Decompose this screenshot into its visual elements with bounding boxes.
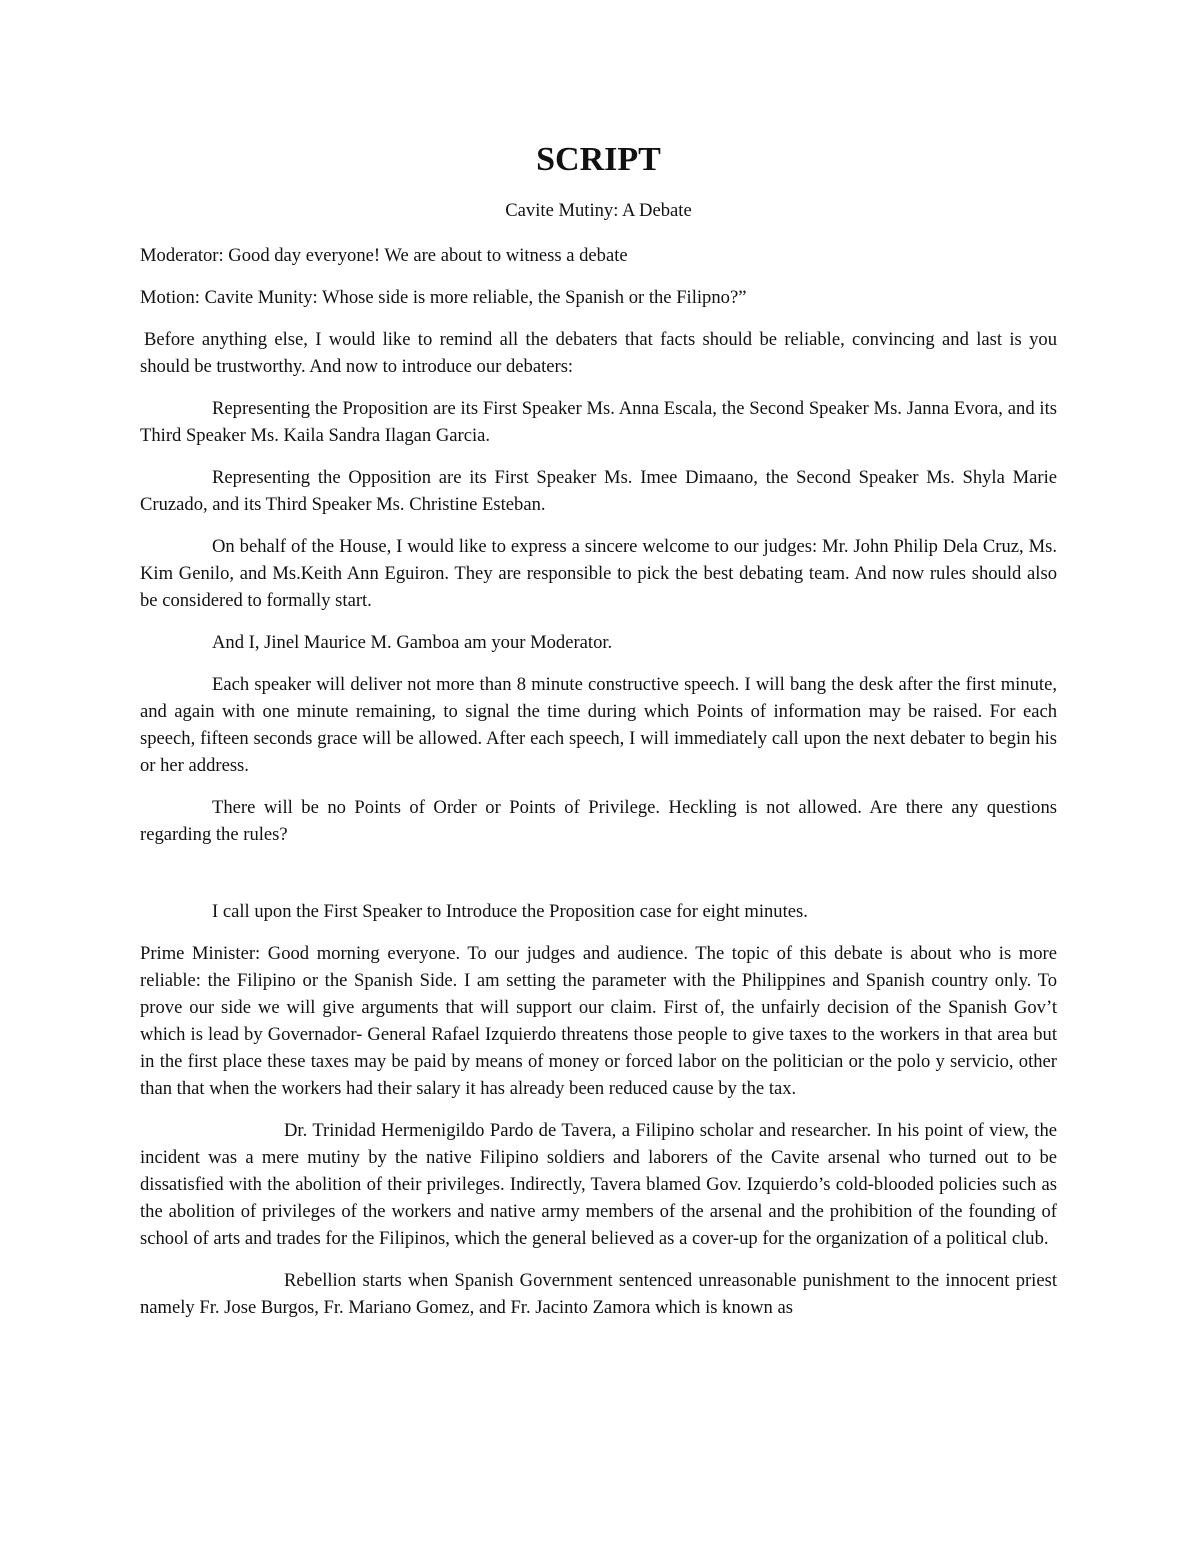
document-title: SCRIPT	[536, 141, 661, 178]
opposition-speakers: Representing the Opposition are its First Speaker Ms. Imee Dimaano, the Second Speaker Ms. Shyla Marie Cruzado, and its Third Speaker Ms. Christine Esteban.	[140, 467, 1057, 515]
order-paragraph: There will be no Points of Order or Points of Privilege. Heckling is not allowed. Are there any questions regarding the rules?	[140, 797, 1057, 845]
rebellion-paragraph: Rebellion starts when Spanish Government sentenced unreasonable punishment to the innocent priest namely Fr. Jose Burgos, Fr. Mariano Gomez, and Fr. Jacinto Zamora which is known as	[140, 1270, 1057, 1318]
prime-minister-speech: Prime Minister: Good morning everyone. To our judges and audience. The topic of this debate is about who is more reliable: the Filipino or the Spanish Side. I am setting the parameter with the Philippines and Spanish country only. To prove our side we will give arguments that will support our claim. First of, the unfairly decision of the Spanish Gov’t which is lead by Governador- General Rafael Izquierdo threatens those people to give taxes to the workers in that area but in the first place these taxes may be paid by means of money or forced labor on the politician or the polo y servicio, other than that when the workers had their salary it has already been reduced cause by the tax.	[140, 943, 1057, 1099]
moderator-intro: And I, Jinel Maurice M. Gamboa am your Moderator.	[212, 632, 613, 653]
rules-paragraph: Each speaker will deliver not more than 8 minute constructive speech. I will bang the desk after the first minute, and again with one minute remaining, to signal the time during which Points of information may be raised. For each speech, fifteen seconds grace will be allowed. After each speech, I will immediately call upon the next debater to begin his or her address.	[140, 674, 1057, 776]
moderator-opening: Moderator: Good day everyone! We are about to witness a debate	[140, 245, 628, 266]
judges-paragraph: On behalf of the House, I would like to express a sincere welcome to our judges: Mr. John Philip Dela Cruz, Ms. Kim Genilo, and Ms.Keith Ann Eguiron. They are responsible to pick the best debating team. And now rules should also be considered to formally start.	[140, 536, 1057, 611]
document-subtitle: Cavite Mutiny: A Debate	[505, 200, 692, 221]
reminder-paragraph: Before anything else, I would like to remind all the debaters that facts should be reliable, convincing and last is you should be trustworthy. And now to introduce our debaters:	[140, 329, 1057, 377]
tavera-paragraph: Dr. Trinidad Hermenigildo Pardo de Tavera, a Filipino scholar and researcher. In his point of view, the incident was a mere mutiny by the native Filipino soldiers and laborers of the Cavite arsenal who turned out to be dissatisfied with the abolition of their privileges. Indirectly, Tavera blamed Gov. Izquierdo’s cold-blooded policies such as the abolition of privileges of the workers and native army members of the arsenal and the prohibition of the founding of school of arts and trades for the Filipinos, which the general believed as a cover-up for the organization of a political club.	[140, 1120, 1057, 1249]
motion-line: Motion: Cavite Munity: Whose side is more reliable, the Spanish or the Filipno?”	[140, 287, 747, 308]
proposition-speakers: Representing the Proposition are its First Speaker Ms. Anna Escala, the Second Speaker Ms. Janna Evora, and its Third Speaker Ms. Kaila Sandra Ilagan Garcia.	[140, 398, 1057, 446]
call-first-speaker: I call upon the First Speaker to Introduce the Proposition case for eight minutes.	[212, 901, 808, 922]
document-page	[140, 135, 1057, 1336]
